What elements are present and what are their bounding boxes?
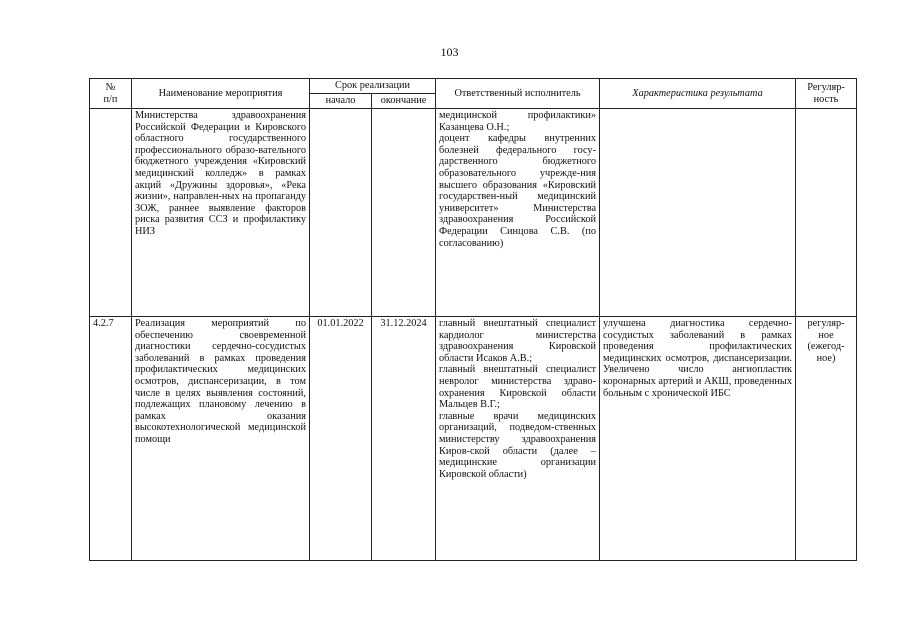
cell-result: улучшена диагностика сердечно-сосудистых заболеваний в рамках проведения профилактических медицинских осмотров, диспансеризации. Увеличено число ангиопластик коронарных артерий и АКШ, проведенных больным с хронической ИБС — [600, 317, 796, 561]
cell-regularity — [796, 109, 857, 317]
header-start: начало — [310, 94, 372, 109]
table-row — [90, 317, 857, 561]
cell-executor: медицинской профилактики» Казанцева О.Н.; доцент кафедры внутренних болезней федерального госу-дарственного бюджетного образовательного учрежде-ния высшего образования «Кировский государствен-ный медицинский университет» Министерства здравоохранения Российской Федерации Синцова С.В. (по согласованию) — [436, 109, 600, 317]
cell-num: 4.2.7 — [90, 317, 132, 561]
header-row — [90, 79, 857, 94]
measures-table — [89, 78, 857, 561]
header-end: окончание — [372, 94, 436, 109]
page-number: 103 — [440, 45, 459, 59]
cell-result — [600, 109, 796, 317]
table-row — [90, 109, 857, 317]
header-executor: Ответственный исполнитель — [436, 79, 600, 109]
header-name: Наименование мероприятия — [132, 79, 310, 109]
cell-name: Министерства здравоохранения Российской Федерации и Кировского областного государственного профессионального образо-вательного бюджетного учреждения «Кировский медицинский колледж» в рамках акций «Дружины здоровья», «Река жизни», направлен-ных на пропаганду ЗОЖ, раннее выявление факторов риска развития ССЗ и профилактику НИЗ — [132, 109, 310, 317]
cell-num — [90, 109, 132, 317]
cell-end — [372, 109, 436, 317]
cell-executor: главный внештатный специалист кардиолог министерства здравоохранения Кировской области Исаков А.В.; главный внештатный специалист невролог министерства здраво-охранения Кировской области Мальцев В.Г.; главные врачи медицинских организаций, подведом-ственных министерству здравоохранения Киров-ской области (далее – медицинские организации Кировской области) — [436, 317, 600, 561]
header-num: № п/п — [90, 79, 132, 109]
header-regularity: Регуляр- ность — [796, 79, 857, 109]
cell-start — [310, 109, 372, 317]
cell-start: 01.01.2022 — [310, 317, 372, 561]
cell-regularity: регуляр- ное (ежегод- ное) — [796, 317, 857, 561]
cell-name: Реализация мероприятий по обеспечению своевременной диагностики сердечно-сосудистых заболеваний в рамках проведения профилактических медицинских осмотров, диспансеризации, в том числе в целях выявления состояний, подлежащих плановому лечению в рамках оказания высокотехнологической медицинской помощи — [132, 317, 310, 561]
header-result: Характеристика результата — [600, 79, 796, 109]
cell-end: 31.12.2024 — [372, 317, 436, 561]
header-period: Срок реализации — [310, 79, 436, 94]
